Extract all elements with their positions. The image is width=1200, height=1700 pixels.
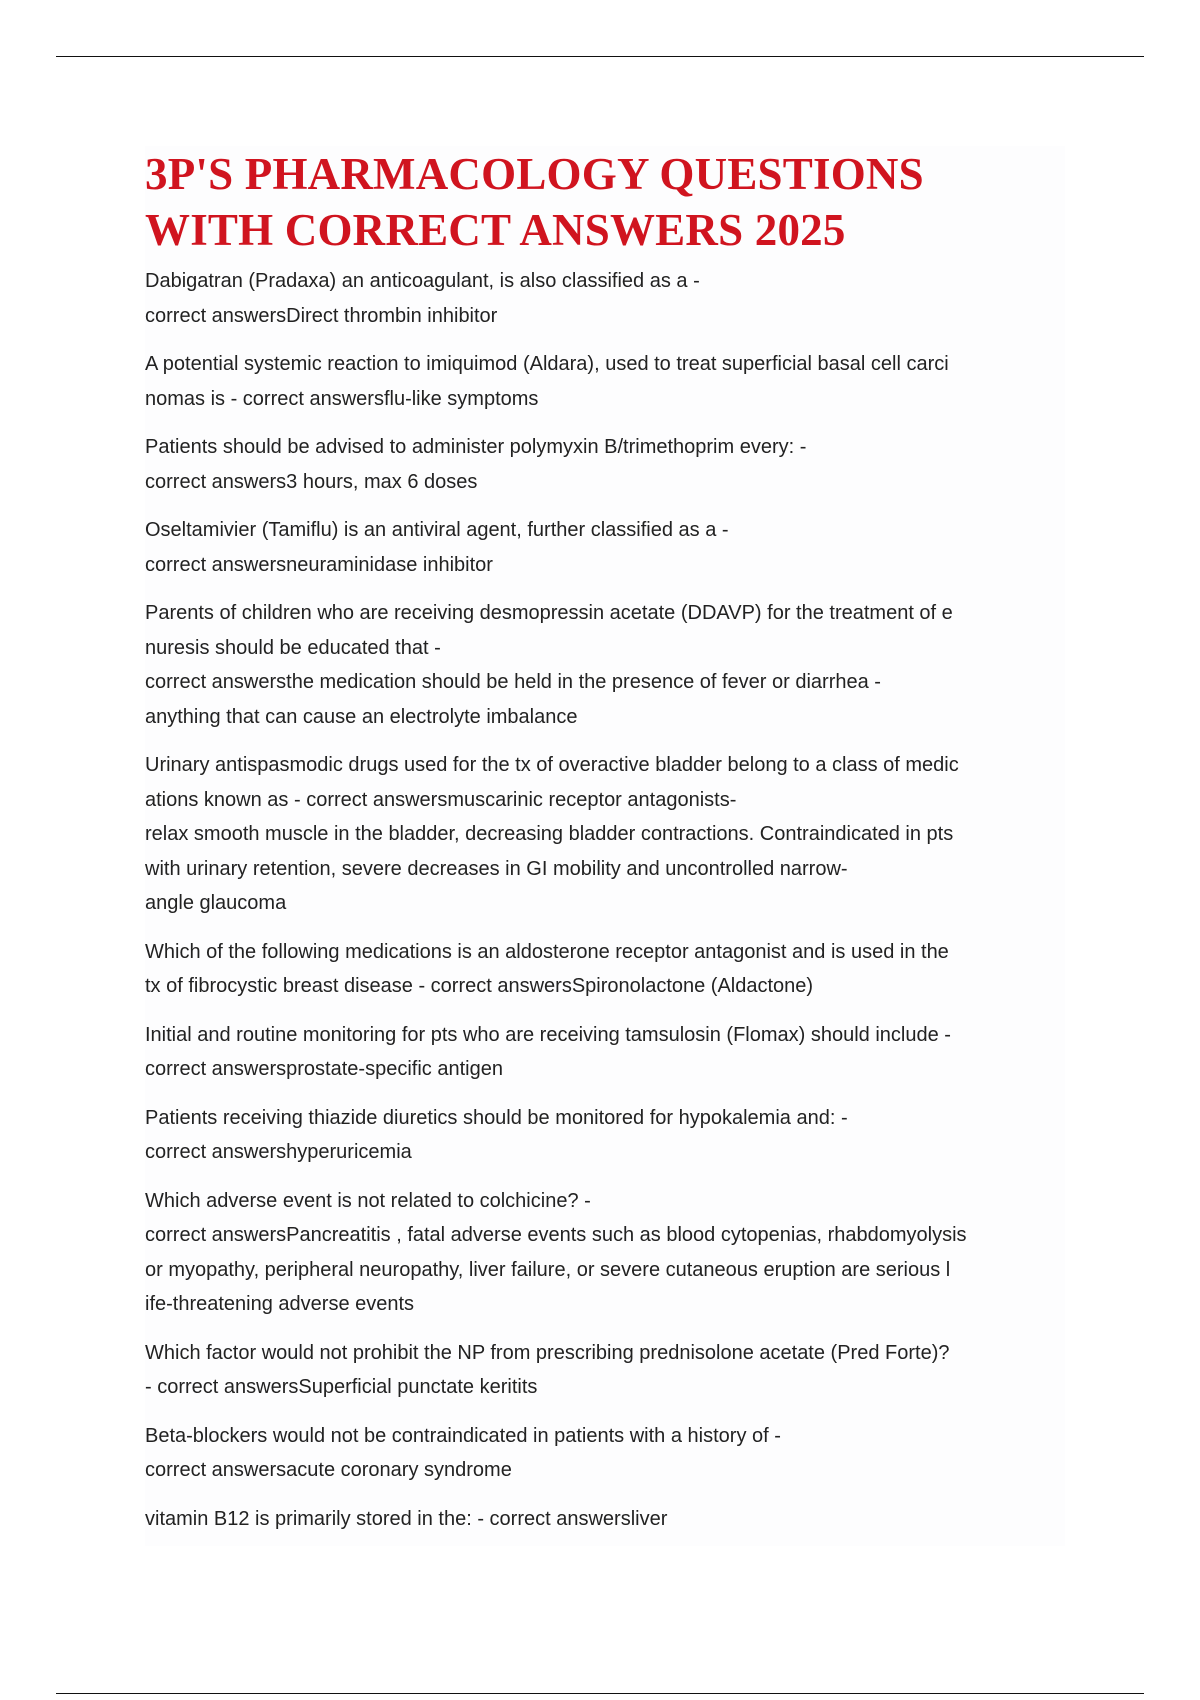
qa-item-4: Oseltamivier (Tamiflu) is an antiviral agent, further classified as a - correct answersneuraminidase inhibitor: [145, 519, 729, 576]
qa-item-1: Dabigatran (Pradaxa) an anticoagulant, is also classified as a - correct answersDirect thrombin inhibitor: [145, 270, 700, 327]
qa-item-11: Which factor would not prohibit the NP from prescribing prednisolone acetate (Pred Forte)? - correct answersSuperficial punctate keritits: [145, 1341, 950, 1398]
qa-item-10: Which adverse event is not related to colchicine? - correct answersPancreatitis , fatal adverse events such as blood cytopenias, rhabdomyolysis or myopathy, peripheral neuropathy, liver failure, or severe cutaneous eruption are serious l ife-threatening adverse events: [145, 1189, 967, 1315]
qa-item-3: Patients should be advised to administer polymyxin B/trimethoprim every: - correct answers3 hours, max 6 doses: [145, 436, 807, 493]
qa-item-2: A potential systemic reaction to imiquimod (Aldara), used to treat superficial basal cell carci nomas is - correct answersflu-like symptoms: [145, 353, 949, 410]
document-page: [145, 146, 1065, 1546]
title-line-1: 3P'S PHARMACOLOGY QUESTIONS: [145, 149, 924, 199]
top-rule: [56, 56, 1144, 57]
qa-item-6: Urinary antispasmodic drugs used for the tx of overactive bladder belong to a class of medic ations known as - correct answersmuscarinic receptor antagonists- relax smooth muscle in the bladder, decreasing bladder contractions. Contraindicated in pts with urinary retention, severe decreases in GI mobility and uncontrolled narrow- angle glaucoma: [145, 754, 959, 914]
qa-item-8: Initial and routine monitoring for pts who are receiving tamsulosin (Flomax) should include - correct answersprostate-specific antigen: [145, 1023, 951, 1080]
qa-item-5: Parents of children who are receiving desmopressin acetate (DDAVP) for the treatment of e nuresis should be educated that - correct answersthe medication should be held in the presence of fever or diarrhea - anything that can cause an electrolyte imbalance: [145, 602, 953, 728]
qa-item-13: vitamin B12 is primarily stored in the: - correct answersliver: [145, 1507, 668, 1530]
qa-item-12: Beta-blockers would not be contraindicated in patients with a history of - correct answersacute coronary syndrome: [145, 1424, 781, 1481]
title-line-2: WITH CORRECT ANSWERS 2025: [145, 205, 846, 255]
qa-item-9: Patients receiving thiazide diuretics should be monitored for hypokalemia and: - correct answershyperuricemia: [145, 1106, 848, 1163]
document-title: [145, 146, 1065, 258]
qa-item-7: Which of the following medications is an aldosterone receptor antagonist and is used in the tx of fibrocystic breast disease - correct answersSpironolactone (Aldactone): [145, 940, 949, 997]
bottom-rule: [56, 1693, 1144, 1694]
